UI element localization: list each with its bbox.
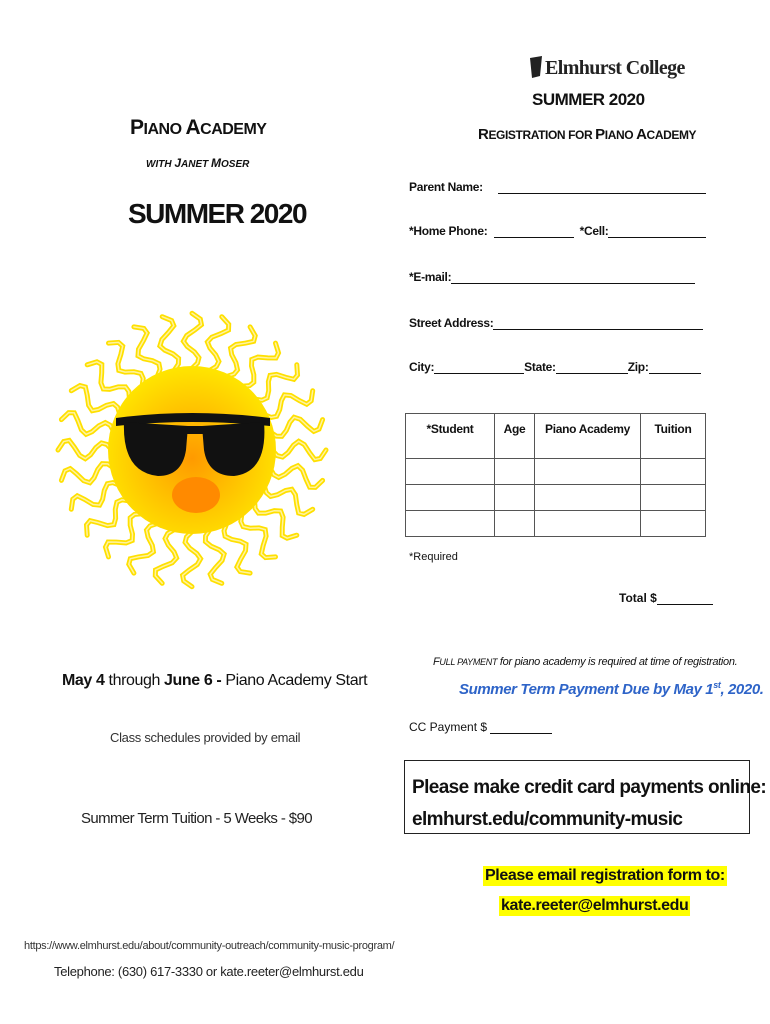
left-summer-heading: SUMMER 2020 xyxy=(128,198,307,229)
contact-phone: Telephone: (630) 617-3330 or kate.reeter@elmhurst.edu xyxy=(54,964,364,979)
left-subtitle: WITH JANET MOSER xyxy=(146,156,250,170)
cc-instructions: Please make credit card payments online: xyxy=(412,777,767,798)
registration-email[interactable]: kate.reeter@elmhurst.edu xyxy=(501,897,689,914)
sun-ray xyxy=(264,391,313,418)
table-row[interactable] xyxy=(406,485,706,511)
header-age: Age xyxy=(495,414,535,459)
left-title: PIANO ACADEMY xyxy=(130,116,267,139)
sun-ray xyxy=(224,524,250,574)
registration-summer-heading: SUMMER 2020 xyxy=(532,90,645,109)
sun-ray xyxy=(242,343,279,386)
class-schedules-note: Class schedules provided by email xyxy=(110,730,301,745)
sun-ray xyxy=(270,417,323,436)
street-address-field[interactable]: Street Address: xyxy=(409,316,703,330)
student-table xyxy=(405,413,706,537)
header-tuition: Tuition xyxy=(641,414,706,459)
header-piano-academy: Piano Academy xyxy=(535,414,641,459)
sun-ray xyxy=(160,317,179,371)
sun-ray xyxy=(71,483,120,510)
total-field[interactable]: Total $ xyxy=(619,591,713,605)
program-url[interactable]: https://www.elmhurst.edu/about/community-outreach/community-music-program/ xyxy=(24,940,395,952)
sun-ray xyxy=(205,530,224,584)
sun-ray xyxy=(255,501,297,538)
shield-icon xyxy=(530,56,542,78)
required-note: *Required xyxy=(409,551,458,563)
elmhurst-logo xyxy=(528,54,685,80)
svg-text:Elmhurst College: Elmhurst College xyxy=(545,57,685,79)
cc-payment-field[interactable]: CC Payment $ xyxy=(409,720,552,734)
city-state-zip-fields[interactable]: City: State: Zip: xyxy=(409,360,701,374)
sun-ray xyxy=(242,343,279,386)
academy-dates: May 4 through June 6 - Piano Academy Start xyxy=(62,672,368,689)
sun-ray xyxy=(87,362,129,399)
sun-ray xyxy=(106,514,143,557)
sun-ray xyxy=(106,514,143,557)
payment-due-date: Summer Term Payment Due by May 1st, 2020. xyxy=(459,680,764,698)
parent-name-field[interactable]: Parent Name: xyxy=(409,180,706,194)
tuition-info: Summer Term Tuition - 5 Weeks - $90 xyxy=(81,810,313,827)
registration-title: REGISTRATION FOR PIANO ACADEMY xyxy=(478,126,697,143)
table-row[interactable] xyxy=(406,459,706,485)
sun-sunglasses-illustration xyxy=(58,250,326,650)
header-student: *Student xyxy=(406,414,495,459)
phone-fields[interactable]: *Home Phone: *Cell: xyxy=(409,224,706,238)
email-field[interactable]: *E-mail: xyxy=(409,270,695,284)
sun-ray xyxy=(61,464,114,483)
full-payment-note: FULL PAYMENT for piano academy is required at time of registration. xyxy=(433,656,738,668)
sun-ray xyxy=(87,362,129,399)
email-instructions: Please email registration form to: xyxy=(485,867,725,884)
sun-ray xyxy=(255,501,297,538)
cc-payment-url[interactable]: elmhurst.edu/community-music xyxy=(412,809,683,830)
sun-ray xyxy=(134,327,160,377)
table-row[interactable] xyxy=(406,511,706,537)
